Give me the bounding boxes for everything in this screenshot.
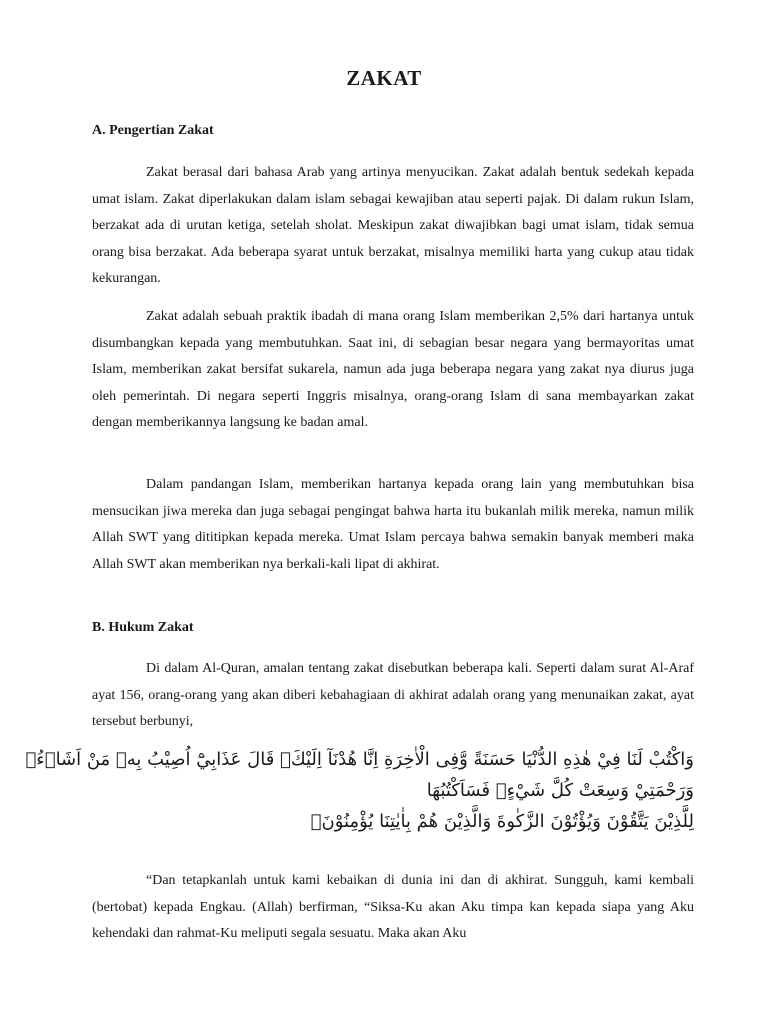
section-a-paragraph-3: Dalam pandangan Islam, memberikan hartanya kepada orang lain yang membutuhkan bisa mensucikan jiwa mereka dan juga sebagai pengingat bahwa harta itu bukanlah milik mereka, namun milik Allah SWT yang dititipkan kepada mereka. Umat Islam percaya bahwa semakin banyak memberi maka Allah SWT akan memberikan nya berkali-kali lipat di akhirat.	[92, 477, 694, 572]
section-b-paragraph-1: Di dalam Al-Quran, amalan tentang zakat disebutkan beberapa kali. Seperti dalam surat Al-Araf ayat 156, orang-orang yang akan diberi kebahagiaan di akhirat adalah orang yang menunaikan zakat, ayat tersebut berbunyi,	[92, 661, 694, 729]
section-b-heading: B. Hukum Zakat	[92, 620, 194, 635]
verse-translation-paragraph: “Dan tetapkanlah untuk kami kebaikan di dunia ini dan di akhirat. Sungguh, kami kembali (bertobat) kepada Engkau. (Allah) berfirman, “Siksa-Ku akan Aku timpa kan kepada siapa yang Aku kehendaki dan rahmat-Ku meliputi segala sesuatu. Maka akan Aku	[92, 873, 694, 941]
document-title: ZAKAT	[346, 66, 422, 90]
arabic-line-2: وَرَحْمَتِيْ وَسِعَتْ كُلَّ شَيْءٍۗ فَسَاَكْتُبُهَا	[426, 780, 694, 801]
section-a-paragraph-2: Zakat adalah sebuah praktik ibadah di mana orang Islam memberikan 2,5% dari hartanya untuk disumbangkan kepada yang membutuhkan. Saat ini, di sebagian besar negara yang bermayoritas umat Islam, memberikan zakat bersifat sukarela, namun ada juga beberapa negara yang zakat nya diurus juga oleh pemerintah. Di negara seperti Inggris misalnya, orang-orang Islam di sana membayarkan zakat dengan memberikannya langsung ke badan amal.	[92, 309, 694, 430]
section-a-paragraph-1: Zakat berasal dari bahasa Arab yang artinya menyucikan. Zakat adalah bentuk sedekah kepada umat islam. Zakat diperlakukan dalam islam sebagai kewajiban atau seperti pajak. Di dalam rukun Islam, berzakat ada di urutan ketiga, setelah sholat. Meskipun zakat diwajibkan bagi umat islam, tidak semua orang bisa berzakat. Ada beberapa syarat untuk berzakat, misalnya memiliki harta yang cukup atau tidak kekurangan.	[92, 165, 694, 286]
arabic-line-1: وَاكْتُبْ لَنَا فِيْ هٰذِهِ الدُّنْيَا حَسَنَةً وَّفِى الْاٰخِرَةِ اِنَّا هُدْنَآ اِلَيْكَۗ قَالَ عَذَابِيْٓ اُصِيْبُ بِهٖ مَنْ اَشَاۤءُۚ	[25, 749, 694, 770]
arabic-line-3: لِلَّذِيْنَ يَتَّقُوْنَ وَيُؤْتُوْنَ الزَّكٰوةَ وَالَّذِيْنَ هُمْ بِاٰيٰتِنَا يُؤْمِنُوْنَۚ	[310, 811, 694, 832]
section-a-heading: A. Pengertian Zakat	[92, 123, 214, 138]
quran-verse-arabic	[25, 744, 694, 837]
